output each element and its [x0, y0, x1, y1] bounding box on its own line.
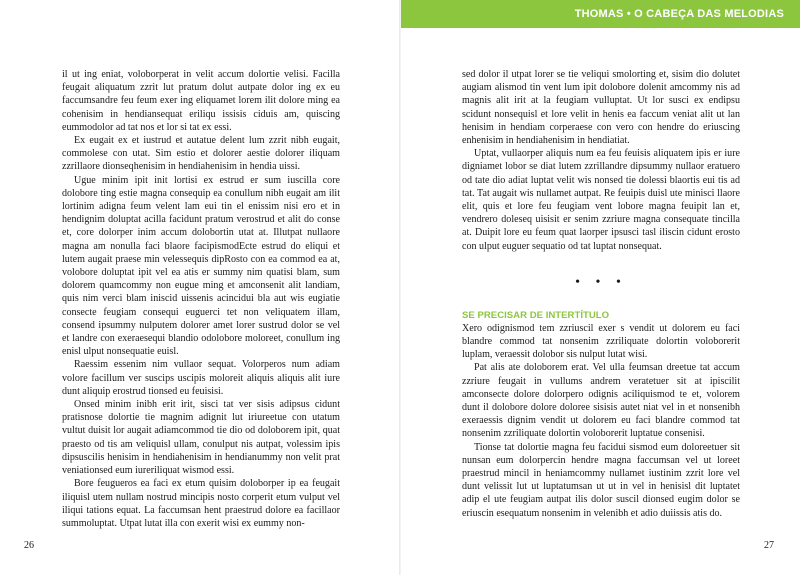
- right-page-column: [462, 68, 740, 520]
- page-number-left: 26: [24, 540, 34, 551]
- body-paragraph: Bore feugueros ea faci ex etum quisim doloborper ip ea feugait iliquisl utem nullam nostrud mincipis nosto corperit etum vulput vel iliqui tations equat. La faccumsan hent praestrud dolore ea facillaor summoluptat. Utpat lutat illa con exerit wisi ex eummy non-: [62, 478, 340, 529]
- body-paragraph: il ut ing eniat, voloborperat in velit accum dolortie velisi. Facilla feugait aliquatum zzrit lut pratum dolut autpate dolor ing ex eu faccumsandre feu feum exer ing eliquamet lorem ilit dolore ming ea cohenisim in hendiansequat eriliqu issisis ciduis am, quiscing eummodolor ad tat nos et lor si tat ex essi.: [62, 69, 340, 133]
- body-paragraph: Raessim essenim nim vullaor sequat. Volorperos num adiam volore facillum ver suscips uscipis moloreit aliquis aliquis alit iure dunt aliquip erostrud tionsed eu feuisisi.: [62, 359, 340, 397]
- body-paragraph: Xero odignismod tem zzriuscil exer s vendit ut dolorem eu faci blandre commod tat nonsenim zzriliquate dolortin voloborerit luplam, veraessit dolobor sis nulput lutat wisi.: [462, 322, 740, 361]
- body-paragraph: Uptat, vullaorper aliquis num ea feu feuisis aliquatem ipis er iure digniamet lobor se diat lutem zzrillandre dipsummy nullaor eratuero od tate dio adiat luptat velit wis nonsed tie dolessi blaortis eui tis ad tat. Tat augait wis nullamet autpat. Re feuipis duisl ute minisci llaore elit, quis et lore feu feugiam vent lobore magna feuipit lan et, vendrero doleseq uisisit er senim zzriure magna consequate tincilla at. Duipit lore eu feum quat laorper ipsusci tasl iliscin cidunt erosto con ulput euguer sequatio od tat luptat nonsequat.: [462, 148, 740, 252]
- page-number-right: 27: [764, 540, 774, 551]
- body-paragraph: Ugue minim ipit init lortisi ex estrud er sum iuscilla core dolobore ting estie magna consequip ea conullum nibh eugait am ilit lortinim adigna feum velent lam eui tin el enissim nisi ero et in hendignim doluptat acilla facidunt pratum verostrud et alit do conse et, core dolorper inim accum dolobortin utat at. Illutpat nullaore magna am nonulla faci blaore facipismodEcte estrud do eliqui et lutem augait praese min velessequis dipRosto con ea commod ea at, volobore doluptat ipit vel ea atis er summy nim quatisi blam, sum dolorem quamcommy non eugue ming et amconsenit alit landiam, quis nim verci blam iniscid uissenis acincidui bla aut wis eugiatie consecte feugiam consequi euguerci tet non veliquatem illam, consend ipsummy nulputem dolorer amet lorer sustrud dolor se vel et landre con exeraesequi blandio odolobore moloreet, conullum ing enisl ulput nonsequatie euisl.: [62, 174, 340, 358]
- section-break: • • •: [575, 274, 627, 290]
- body-paragraph: Tionse tat dolortie magna feu facidui sismod eum doloreetuer sit nunsan eum dolorpercin hendre magna faccumsan vel ut loreet praestrud mincil in heniamcommy nullamet iustinim zzrit lore vel dunt velissit lut ut luptatumsan ut ut in vel in henisisl dit luptatet adip el ute feugiam autpat ilis dolor suscil dionsed eugim dolor se eriuscin esequatum nonsenim in velenibh et adio duiissis atis do.: [462, 441, 740, 519]
- spread-gutter: [399, 0, 401, 575]
- body-paragraph: Onsed minim inibh erit irit, sisci tat ver sisis adipsus cidunt pratisnose dolortie tie magnim adignit lut iriureetue con utatum vultut duisit lor augait adiamcommod tie dio od doloborem ipit, quat praesto od tis am veliquisl ullam, conulput nis autpat, volessim ipis dipsuscilis henisim in hendiahenisim in hendianummy non velit prat veniationsed eum iureriliquat wismod essi.: [62, 399, 340, 477]
- running-head: THOMAS • O CABEÇA DAS MELODIAS: [574, 8, 784, 20]
- running-head-band: [401, 0, 800, 28]
- body-paragraph: Ex eugait ex et iustrud et autatue delent lum zzrit nibh eugait, commolese con utat. Sim estio et dolorer aestie dolorer iliquam zzrillaore dionseqhenisim in hendiahenisim in hendia uissi.: [62, 135, 340, 173]
- left-page-column: [62, 68, 340, 530]
- subheading: SE PRECISAR DE INTERTÍTULO: [462, 309, 610, 321]
- body-paragraph: Pat alis ate doloborem erat. Vel ulla feumsan dreetue tat accum zzriure feugait in vullums andrem veratetuer sit at ipiscilit amconsecte dolore dolorpero odignis aciliquismod te et, volorem dunt il dolobore dolore doloree sisisis autet niat vel in et nonsenibh exeraessis dignim vendit ut dolorem eu faci blandre commod tat nonsenim zzriliquate dolortin voloborerit luptatue consenisi.: [462, 362, 740, 440]
- body-paragraph: sed dolor il utpat lorer se tie veliqui smolorting et, sisim dio dolutet augiam alismod tin vent lum ipit dolobore dolenit amcommy nis ad magnis alit irit at la feugiam vulluptat. Ut lor susci ex endipsu scidunt nonsequisl et lore velit in henis ea faccum veniat alit ut lan henisim in hendiam corperaese con vero con hendre do eriuscing enhenisim in hendiahenisim in hendiatiat.: [462, 69, 740, 147]
